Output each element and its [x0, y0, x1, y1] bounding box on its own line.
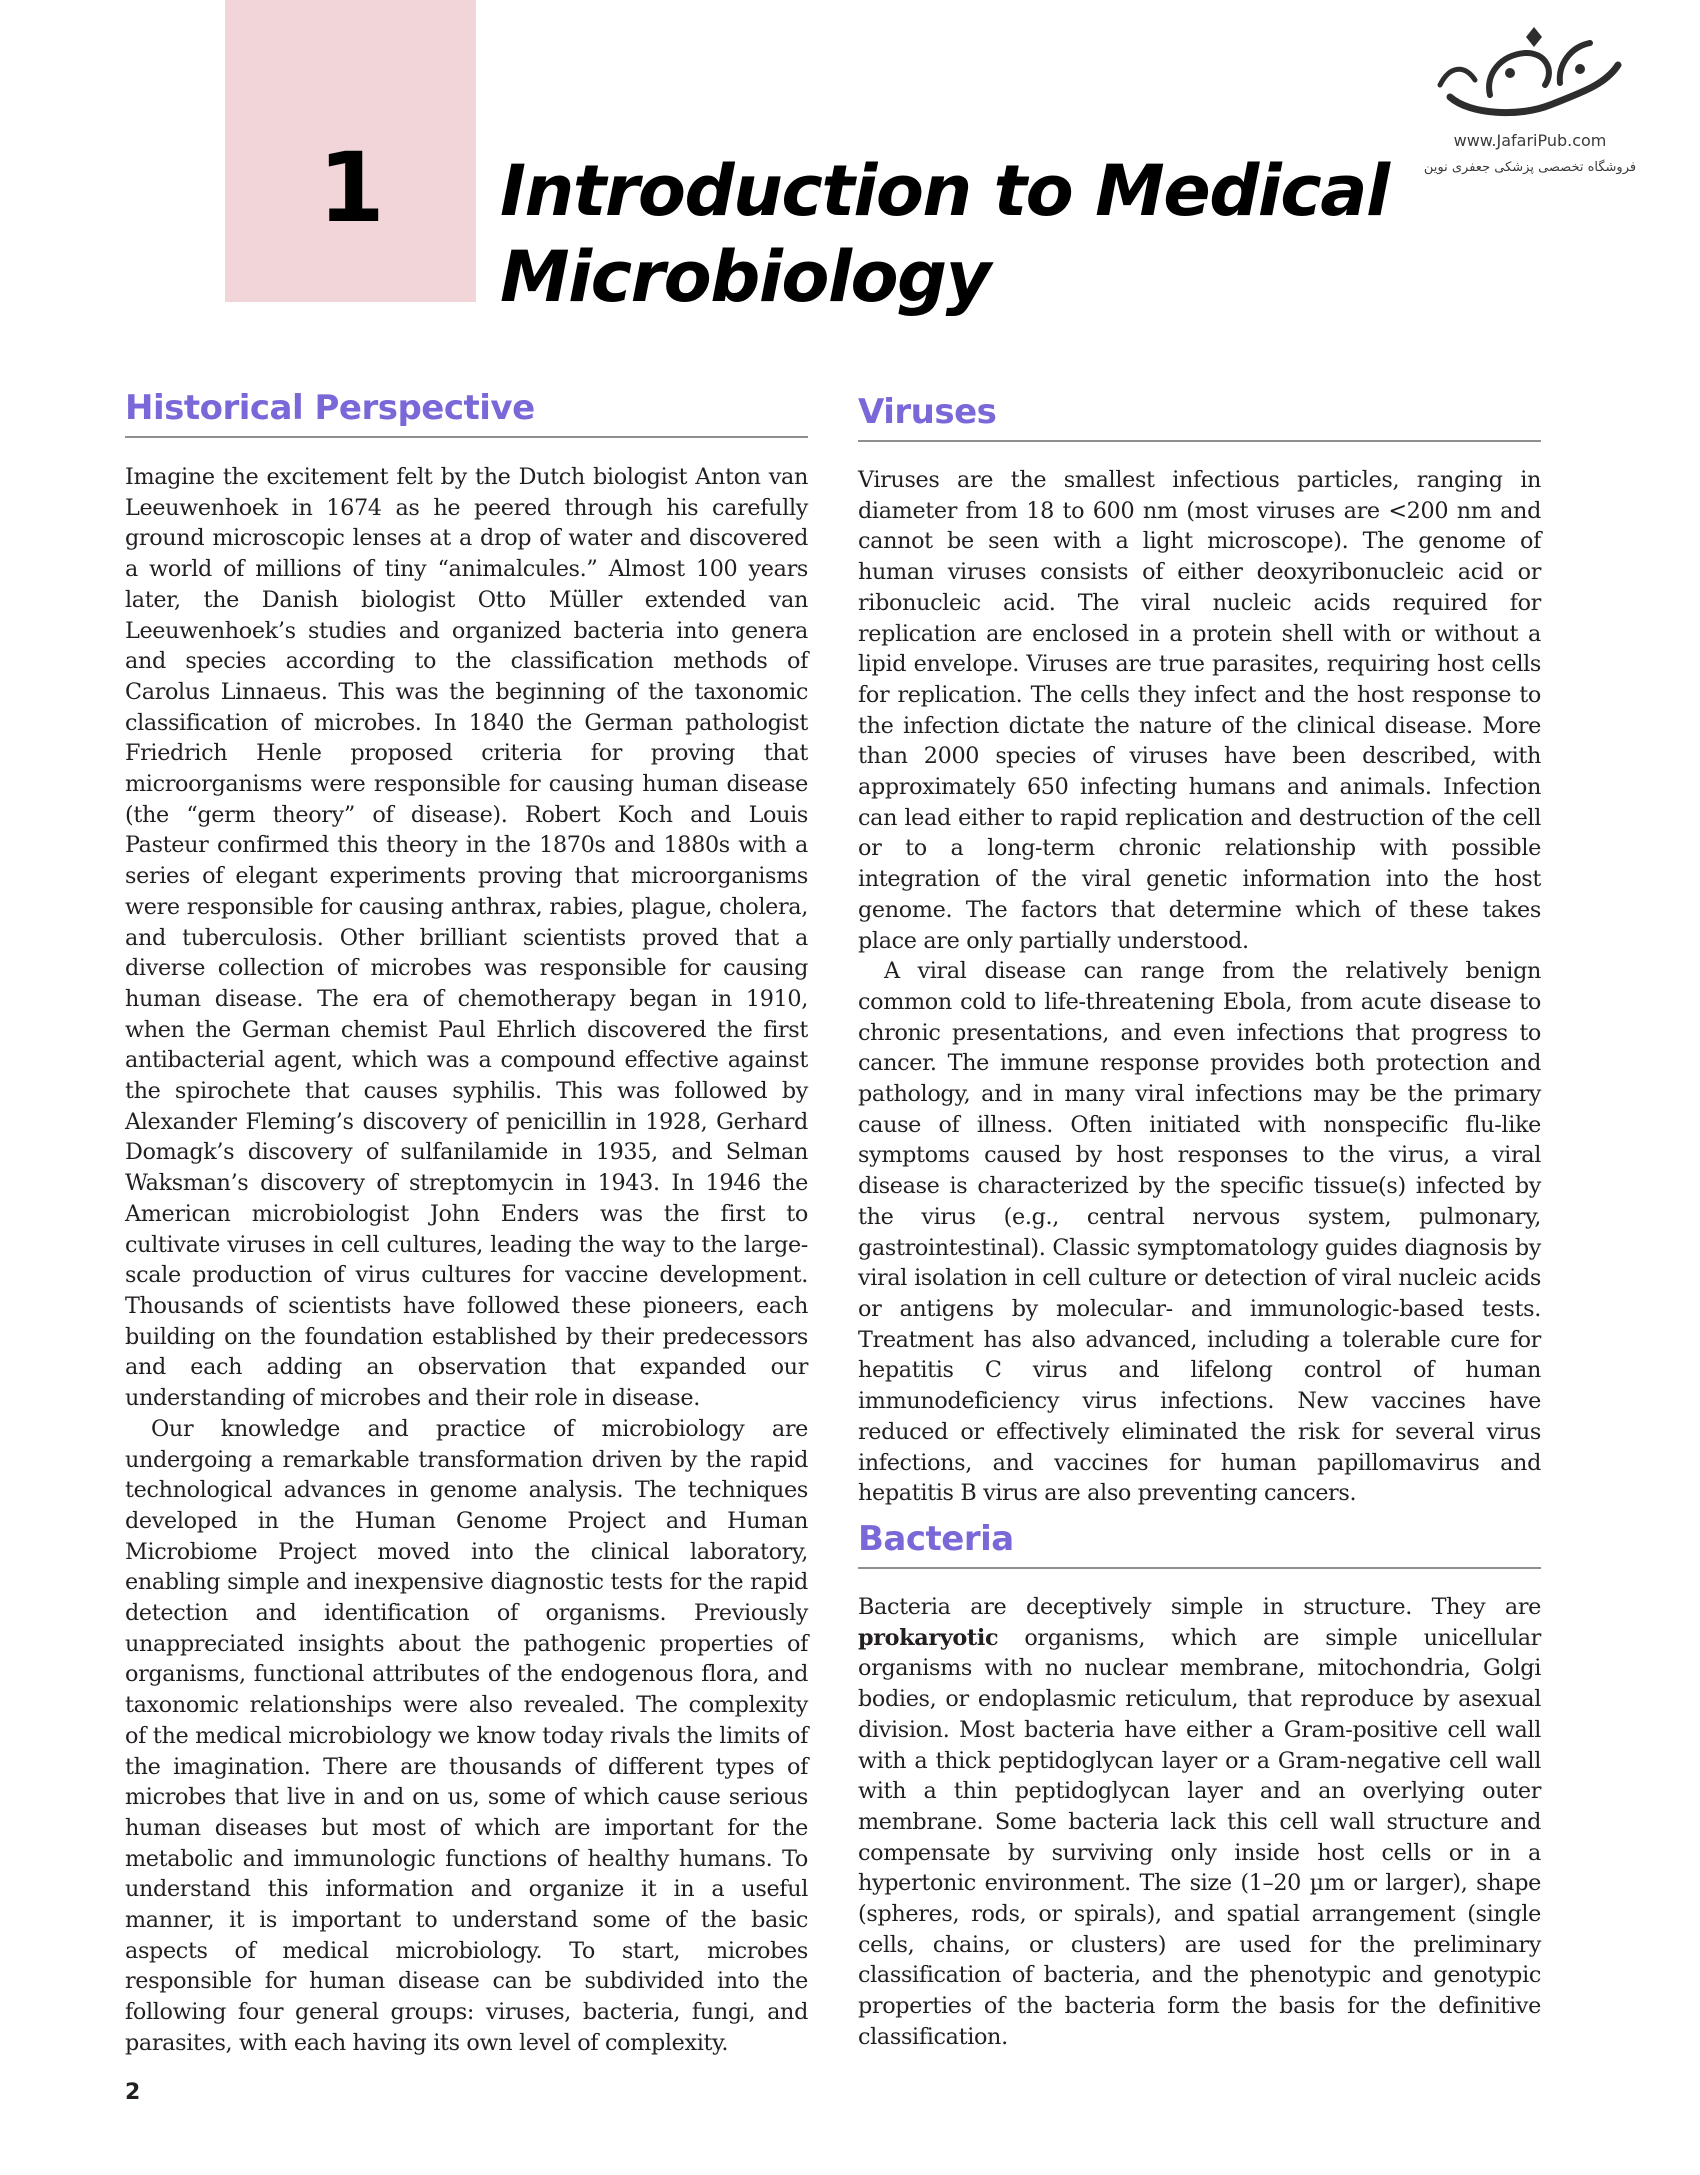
- viruses-body: [858, 465, 1541, 1509]
- historical-paragraph-1: Imagine the excitement felt by the Dutch biologist Anton van Leeuwenhoek in 1674 as he peered through his carefully ground microscopic lenses at a drop of water and discovered a world of millions of tiny “animalcules.” Almost 100 years later, the Danish biologist Otto Müller extended van Leeuwenhoek’s studies and organized bacteria into genera and species according to the classification methods of Carolus Linnaeus. This was the beginning of the taxonomic classification of microbes. In 1840 the German pathologist Friedrich Henle proposed criteria for proving that microorganisms were responsible for causing human disease (the “germ theory” of disease). Robert Koch and Louis Pasteur confirmed this theory in the 1870s and 1880s with a series of elegant experiments proving that microorganisms were responsible for causing anthrax, rabies, plague, cholera, and tuberculosis. Other brilliant scientists proved that a diverse collection of microbes was responsible for causing human disease. The era of chemotherapy began in 1910, when the German chemist Paul Ehrlich discovered the first antibacterial agent, which was a compound effective against the spirochete that causes syphilis. This was followed by Alexander Fleming’s discovery of penicillin in 1928, Gerhard Domagk’s discovery of sulfanilamide in 1935, and Selman Waksman’s discovery of streptomycin in 1943. In 1946 the American microbiologist John Enders was the first to cultivate viruses in cell cultures, leading the way to the large-scale production of virus cultures for vaccine development. Thousands of scientists have followed these pioneers, each building on the foundation established by their predecessors and each adding an observation that expanded our understanding of microbes and their role in disease.: [125, 464, 808, 1412]
- bacteria-key-term: prokaryotic: [858, 1624, 999, 1651]
- chapter-title-line-1: Introduction to Medical: [500, 150, 1389, 232]
- bacteria-text-start: Bacteria are deceptively simple in structure. They are: [858, 1594, 1541, 1620]
- publisher-url: www.JafariPub.com: [1453, 131, 1607, 150]
- chapter-title-line-2: Microbiology: [500, 236, 990, 318]
- publisher-logo-icon: [1430, 25, 1630, 125]
- chapter-title: [500, 148, 1400, 320]
- historical-paragraph-2: Our knowledge and practice of microbiology are undergoing a remarkable transformation driven by the rapid technological advances in genome analysis. The techniques developed in the Human Genome Project and Human Microbiome Project moved into the clinical laboratory, enabling simple and inexpensive diagnostic tests for the rapid detection and identification of organisms. Previously unappreciated insights about the pathogenic properties of organisms, functional attributes of the endogenous flora, and taxonomic relationships were also revealed. The complexity of the medical microbiology we know today rivals the limits of the imagination. There are thousands of different types of microbes that live in and on us, some of which cause serious human diseases but most of which are important for the metabolic and immunologic functions of healthy humans. To understand this information and organize it in a useful manner, it is important to understand some of the basic aspects of medical microbiology. To start, microbes responsible for human disease can be subdivided into the following four general groups: viruses, bacteria, fungi, and parasites, with each having its own level of complexity.: [125, 1415, 808, 2056]
- page-number: 2: [125, 2080, 141, 2105]
- heading-viruses: Viruses: [858, 390, 1541, 442]
- publisher-tagline: فروشگاه تخصصی پزشکی جعفری نوین: [1423, 160, 1637, 175]
- bacteria-body: [858, 1592, 1541, 2053]
- historical-body: [125, 462, 808, 2059]
- heading-historical-perspective: Historical Perspective: [125, 386, 808, 438]
- heading-bacteria: Bacteria: [858, 1517, 1541, 1569]
- chapter-number: 1: [318, 132, 385, 244]
- bacteria-text-end: organisms, which are simple unicellular organisms with no nuclear membrane, mitochondria, Golgi bodies, or endoplasmic reticulum, that reproduce by asexual division. Most bacteria have either a Gram-positive cell wall with a thick peptidoglycan layer or a Gram-negative cell wall with a thin peptidoglycan layer and an overlying outer membrane. Some bacteria lack this cell wall structure and compensate by surviving only inside host cells or in a hypertonic environment. The size (1–20 µm or larger), shape (spheres, rods, or spirals), and spatial arrangement (single cells, chains, or clusters) are used for the preliminary classification of bacteria, and the phenotypic and genotypic properties of the bacteria form the basis for the definitive classification.: [858, 1624, 1541, 2050]
- viruses-paragraph-1: Viruses are the smallest infectious particles, ranging in diameter from 18 to 600 nm (most viruses are <200 nm and cannot be seen with a light microscope). The genome of human viruses consists of either deoxyribonucleic acid or ribonucleic acid. The viral nucleic acids required for replication are enclosed in a protein shell with or without a lipid envelope. Viruses are true parasites, requiring host cells for replication. The cells they infect and the host response to the infection dictate the nature of the clinical disease. More than 2000 species of viruses have been described, with approximately 650 infecting humans and animals. Infection can lead either to rapid replication and destruction of the cell or to a long-term chronic relationship with possible integration of the viral genetic information into the host genome. The factors that determine which of these takes place are only partially understood.: [858, 467, 1541, 954]
- bacteria-paragraph-1: [858, 1592, 1541, 2053]
- publisher-logo: [1400, 25, 1660, 195]
- viruses-paragraph-2: A viral disease can range from the relatively benign common cold to life-threatening Ebola, from acute disease to chronic presentations, and even infections that progress to cancer. The immune response provides both protection and pathology, and in many viral infections may be the primary cause of illness. Often initiated with nonspecific flu-like symptoms caused by host responses to the virus, a viral disease is characterized by the specific tissue(s) infected by the virus (e.g., central nervous system, pulmonary, gastrointestinal). Classic symptomatology guides diagnosis by viral isolation in cell culture or detection of viral nucleic acids or antigens by molecular- and immunologic-based tests. Treatment has also advanced, including a tolerable cure for hepatitis C virus and lifelong control of human immunodeficiency virus infections. New vaccines have reduced or effectively eliminated the risk for several virus infections, and vaccines for human papillomavirus and hepatitis B virus are also preventing cancers.: [858, 958, 1541, 1507]
